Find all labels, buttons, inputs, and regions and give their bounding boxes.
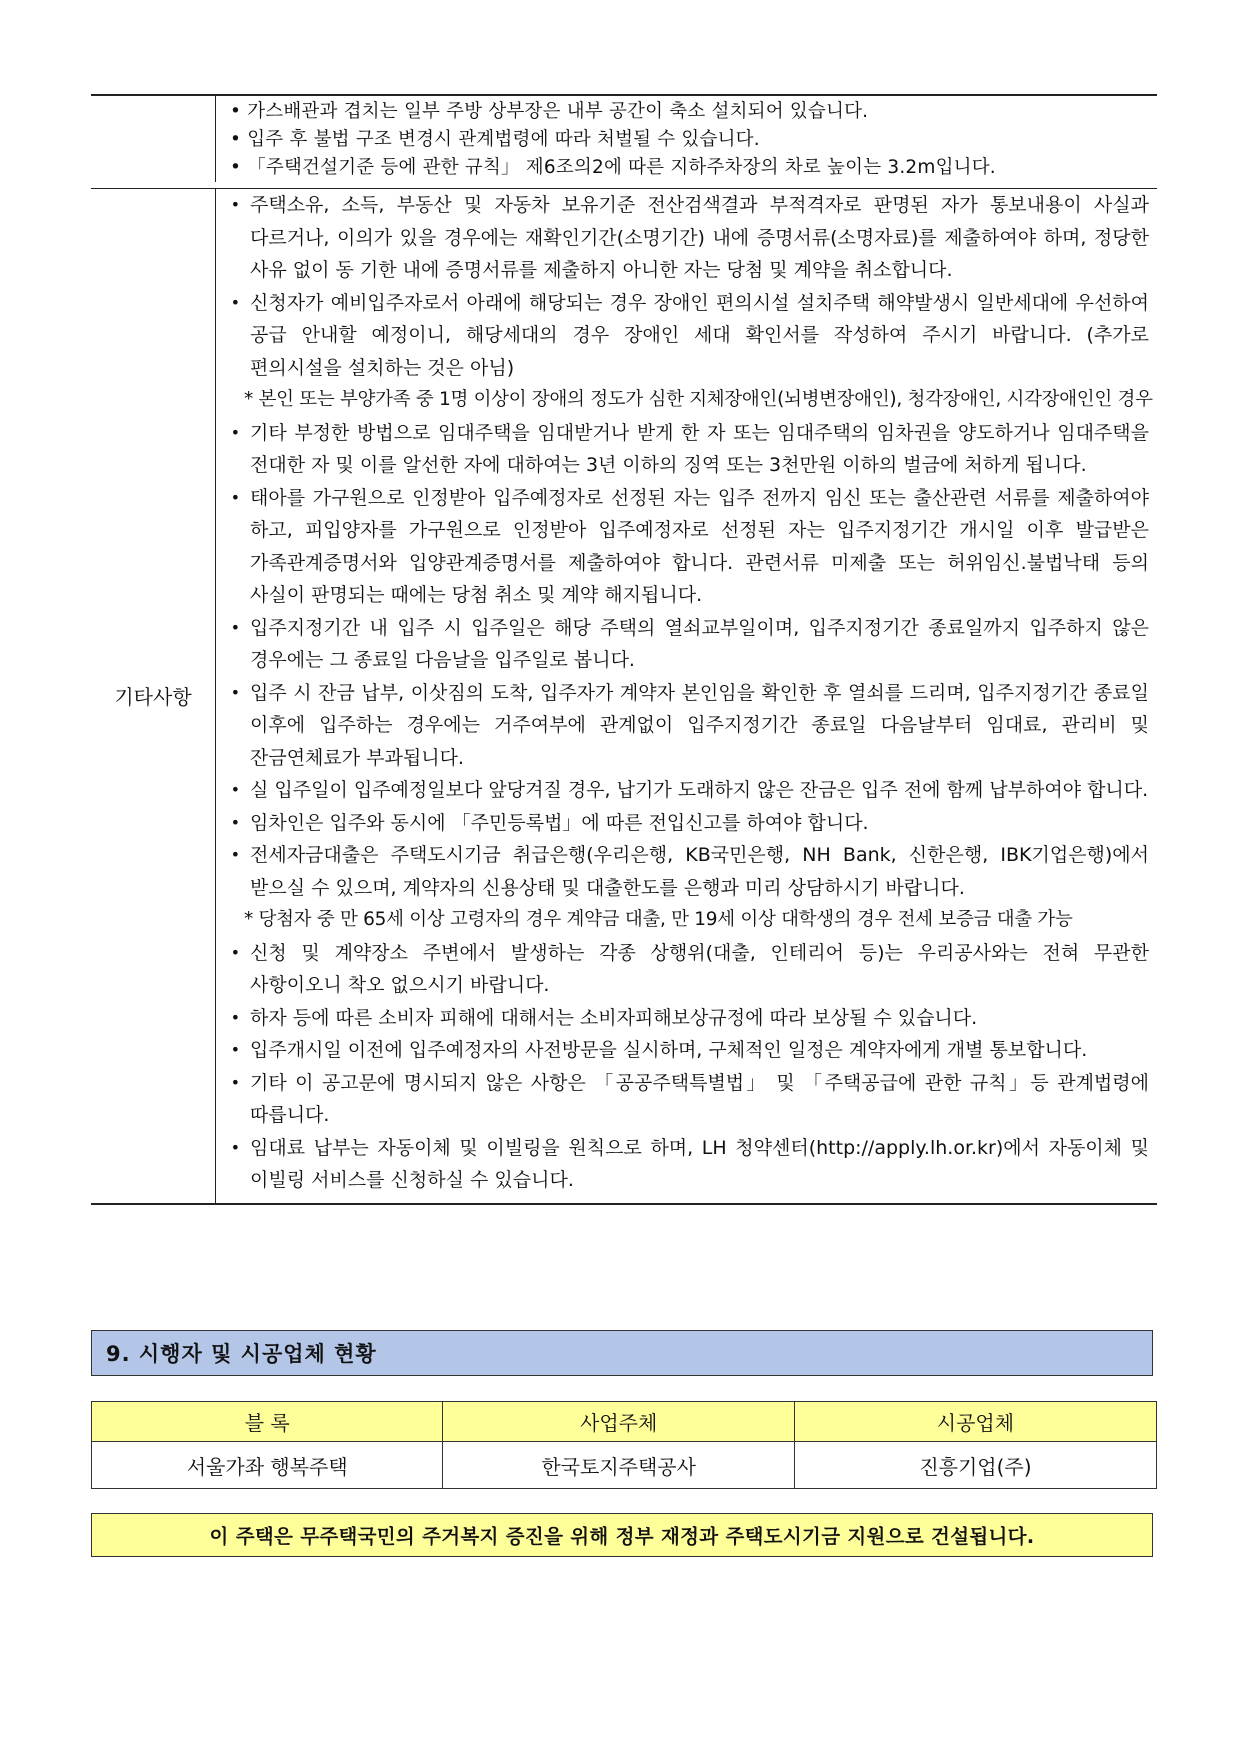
bullet-icon: • bbox=[230, 1137, 240, 1157]
cell-constructor: 진흥기업(주) bbox=[794, 1442, 1156, 1489]
bullet-icon: • bbox=[230, 682, 240, 702]
etc-matters-label: 기타사항 bbox=[91, 189, 216, 1203]
list-item bbox=[216, 612, 1157, 677]
list-item-text: 임차인은 입주와 동시에 「주민등록법」에 따른 전입신고를 하여야 합니다. bbox=[250, 811, 869, 834]
precaution-lines bbox=[216, 96, 1157, 182]
list-item bbox=[216, 482, 1157, 612]
empty-label-cell bbox=[91, 96, 216, 182]
list-item bbox=[216, 1034, 1157, 1067]
bullet-icon: • bbox=[230, 292, 240, 312]
list-item-text: 하자 등에 따른 소비자 피해에 대해서는 소비자피해보상규정에 따라 보상될 수 있습니다. bbox=[250, 1006, 978, 1029]
list-item-text: 기타 이 공고문에 명시되지 않은 사항은 「공공주택특별법」 및 「주택공급에 관한 규칙」등 관계법령에 따릅니다. bbox=[250, 1071, 1149, 1126]
bullet-icon: • bbox=[230, 780, 240, 799]
etc-matters-list bbox=[216, 189, 1157, 1203]
footnote: * 당첨자 중 만 65세 이상 고령자의 경우 계약금 대출, 만 19세 이상 대학생의 경우 전세 보증금 대출 가능 bbox=[244, 909, 1073, 930]
list-item bbox=[216, 774, 1157, 807]
bullet-icon: • bbox=[230, 487, 240, 507]
bullet-icon: • bbox=[230, 942, 240, 962]
bullet-icon: • bbox=[230, 1040, 240, 1059]
list-item bbox=[216, 287, 1157, 385]
list-item-text: 입주 시 잔금 납부, 이삿짐의 도착, 입주자가 계약자 본인임을 확인한 후 열쇠를 드리며, 입주지정기간 종료일 이후에 입주하는 경우에는 거주여부에 관계없이 입주지정기간 종료일 다음날부터 임대료, 관리비 및 잔금연체료가 부과됩니다. bbox=[250, 681, 1149, 769]
list-item-text: 신청 및 계약장소 주변에서 발생하는 각종 상행위(대출, 인테리어 등)는 우리공사와는 전혀 무관한 사항이오니 착오 없으시기 바랍니다. bbox=[250, 941, 1149, 996]
bullet-icon: • bbox=[230, 422, 240, 442]
header-constructor: 시공업체 bbox=[794, 1402, 1156, 1442]
table-header-row bbox=[92, 1402, 1157, 1442]
list-item bbox=[216, 189, 1157, 287]
header-block: 블 록 bbox=[92, 1402, 443, 1442]
cell-developer: 한국토지주택공사 bbox=[443, 1442, 794, 1489]
bullet-icon: • bbox=[230, 101, 242, 122]
list-item bbox=[216, 839, 1157, 904]
list-item-text: 입주지정기간 내 입주 시 입주일은 해당 주택의 열쇠교부일이며, 입주지정기간 종료일까지 입주하지 않은 경우에는 그 종료일 다음날을 입주일로 봅니다. bbox=[250, 616, 1149, 671]
list-item-text: 실 입주일이 입주예정일보다 앞당겨질 경우, 납기가 도래하지 않은 잔금은 입주 전에 함께 납부하여야 합니다. bbox=[250, 779, 1149, 801]
cell-block: 서울가좌 행복주택 bbox=[92, 1442, 443, 1489]
list-item-text: 전세자금대출은 주택도시기금 취급은행(우리은행, KB국민은행, NH Bank, 신한은행, IBK기업은행)에서 받으실 수 있으며, 계약자의 신용상태 및 대출한도를 은행과 미리 상담하시기 바랍니다. bbox=[250, 844, 1149, 899]
list-item-text: 태아를 가구원으로 인정받아 입주예정자로 선정된 자는 입주 전까지 임신 또는 출산관련 서류를 제출하여야 하고, 피입양자를 가구원으로 인정받아 입주예정자로 선정된 자는 입주지정기간 개시일 이후 발급받은 가족관계증명서와 입양관계증명서를 제출하여야 합니다. 관련서류 미제출 또는 허위임신.불법낙태 등의 사실이 판명되는 때에는 당첨 취소 및 계약 해지됩니다. bbox=[250, 486, 1149, 606]
bullet-icon: • bbox=[230, 195, 240, 214]
bullet-icon: • bbox=[230, 845, 240, 864]
precaution-line: • 가스배관과 겹치는 일부 주방 상부장은 내부 공간이 축소 설치되어 있습니다. bbox=[230, 101, 869, 122]
etc-matters-table bbox=[91, 188, 1157, 1205]
list-item-text: 입주개시일 이전에 입주예정자의 사전방문을 실시하며, 구체적인 일정은 계약자에게 개별 통보합니다. bbox=[250, 1039, 1088, 1061]
bullet-icon: • bbox=[230, 157, 242, 178]
header-developer: 사업주체 bbox=[443, 1402, 794, 1442]
footnote: * 본인 또는 부양가족 중 1명 이상이 장애의 정도가 심한 지체장애인(뇌병변장애인), 청각장애인, 시각장애인인 경우 bbox=[244, 389, 1153, 410]
list-item bbox=[216, 1067, 1157, 1132]
list-item-text: 임대료 납부는 자동이체 및 이빌링을 원칙으로 하며, LH 청약센터(http://apply.lh.or.kr)에서 자동이체 및 이빌링 서비스를 신청하실 수 있습니다. bbox=[250, 1136, 1149, 1191]
bullet-icon: • bbox=[230, 129, 242, 150]
precautions-table-continuation bbox=[91, 94, 1157, 182]
bullet-icon: • bbox=[230, 617, 240, 637]
precaution-line: • 입주 후 불법 구조 변경시 관계법령에 따라 처벌될 수 있습니다. bbox=[230, 129, 760, 150]
table-row bbox=[92, 1442, 1157, 1489]
precaution-line: • 「주택건설기준 등에 관한 규칙」 제6조의2에 따른 지하주차장의 차로 높이는 3.2m입니다. bbox=[230, 157, 996, 178]
list-item-text: 주택소유, 소득, 부동산 및 자동차 보유기준 전산검색결과 부적격자로 판명된 자가 통보내용이 사실과 다르거나, 이의가 있을 경우에는 재확인기간(소명기간) 내에 증명서류(소명자료)를 제출하여야 하며, 정당한 사유 없이 동 기한 내에 증명서류를 제출하지 아니한 자는 당첨 및 계약을 취소합니다. bbox=[250, 194, 1149, 281]
funding-notice: 이 주택은 무주택국민의 주거복지 증진을 위해 정부 재정과 주택도시기금 지원으로 건설됩니다. bbox=[91, 1513, 1153, 1557]
bullet-icon: • bbox=[230, 1072, 240, 1092]
list-item bbox=[216, 677, 1157, 775]
company-table bbox=[91, 1401, 1157, 1489]
list-item bbox=[216, 1002, 1157, 1035]
list-item bbox=[216, 1132, 1157, 1197]
bullet-icon: • bbox=[230, 1007, 240, 1027]
list-item-text: 기타 부정한 방법으로 임대주택을 임대받거나 받게 한 자 또는 임대주택의 임차권을 양도하거나 임대주택을 전대한 자 및 이를 알선한 자에 대하여는 3년 이하의 징역 또는 3천만원 이하의 벌금에 처하게 됩니다. bbox=[250, 421, 1149, 476]
list-item-text: 신청자가 예비입주자로서 아래에 해당되는 경우 장애인 편의시설 설치주택 해약발생시 일반세대에 우선하여 공급 안내할 예정이니, 해당세대의 경우 장애인 세대 확인서를 작성하여 주시기 바랍니다. (추가로 편의시설을 설치하는 것은 아님) bbox=[250, 291, 1149, 379]
list-item bbox=[216, 417, 1157, 482]
section-heading: 9. 시행자 및 시공업체 현황 bbox=[91, 1330, 1153, 1376]
list-item bbox=[216, 937, 1157, 1002]
bullet-icon: • bbox=[230, 812, 240, 832]
list-item bbox=[216, 807, 1157, 840]
